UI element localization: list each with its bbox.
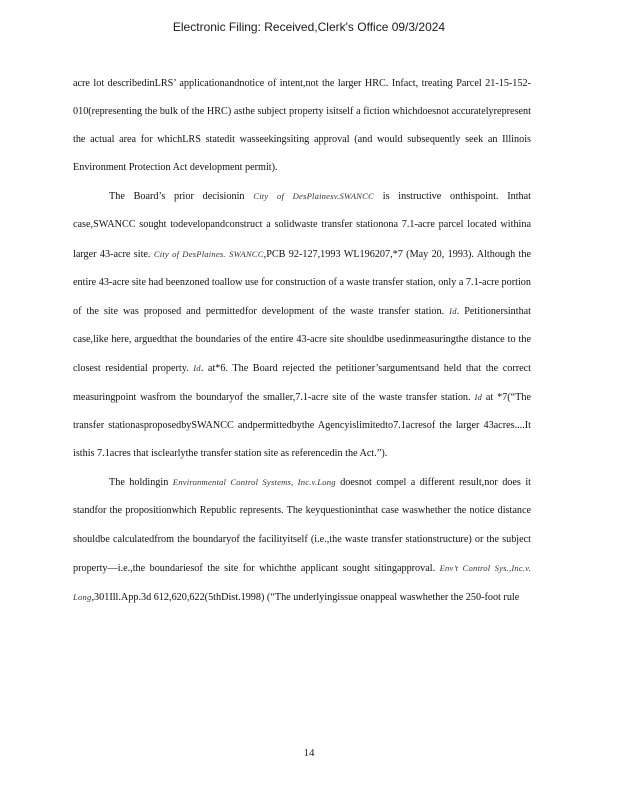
text-run: . at*6. The Board rejected the petitioner’sargumentsand held that the correct measuringpoint wasfrom the boundaryof the smaller,7.1-acre site of the waste transfer station. xyxy=(73,362,531,404)
case-citation: Id xyxy=(193,362,201,373)
text-run: ,301Ill.App.3d 612,620,622(5thDist.1998) (“The underlyingissue onappeal waswhether the 250-foot rule xyxy=(91,591,520,603)
text-run: The holdingin xyxy=(109,477,169,489)
case-citation: Environmental Control Systems, Inc.v.Long xyxy=(172,477,336,488)
paragraph-1: acre lot describedinLRS’ applicationandnotice of intent,not the larger HRC. Infact, treating Parcel 21-15-152-010(representing the bulk of the HRC) asthe subject property isitself a fiction whichdoesnot accuratelyrepresent the actual area for whichLRS statedit wasseekingsiting approval (and would subsequently seek an Illinois Environment Protection Act development permit). xyxy=(73,78,531,174)
case-citation: Id xyxy=(449,305,457,316)
case-citation: Id xyxy=(474,392,482,403)
case-citation: SWANCC xyxy=(229,248,264,259)
electronic-filing-stamp: Electronic Filing: Received,Clerk's Office 09/3/2024 xyxy=(172,20,446,34)
text-run: is instructive onthispoint. Inthat case,SWANCC sought todevelopandconstruct a solidwaste transfer stationona 7.1-acre parcel located withina larger 43-acre site. xyxy=(73,191,531,260)
case-citation: Env’t Control Sys.,Inc.v. Long xyxy=(73,562,532,602)
page-number: 14 xyxy=(303,747,315,759)
text-run: The Board’s prior decisionin xyxy=(109,191,245,203)
paragraph-2 xyxy=(73,182,531,468)
paragraph-3 xyxy=(73,468,531,611)
case-citation: City of DesPlainesv.SWANCC xyxy=(253,191,374,202)
text-run: ,PCB 92-127,1993 WL196207,*7 (May 20, 1993). Although the entire 43-acre site had beenzoned toallow use for construction of a waste transfer station, only a 7.1-acre portion of the site was proposed and permittedfor development of the waste transfer station. xyxy=(73,248,531,317)
case-citation: City of DesPlaines. xyxy=(153,248,226,259)
text-run: . Petitionersinthat case,like here, arguedthat the boundaries of the entire 43-acre site shouldbe usedinmeasuringthe distance to the closest residential property. xyxy=(73,305,532,374)
text-run: at *7(“The transfer stationasproposedbySWANCC andpermittedbythe Agencyislimitedto7.1acresof the larger 43acres....It isthis 7.1acres that isclearlythe transfer station site as referencedin the Act.”). xyxy=(73,392,532,460)
document-body xyxy=(73,70,531,612)
text-run: doesnot compel a different result,nor does it standfor the propositionwhich Republic represents. The keyquestioninthat case waswhether the notice distance shouldbe calculatedfrom the boundaryof the facilityitself (i.e.,the waste transfer stationstructure) or the subject property—i.e.,the boundariesof the site for whichthe applicant sought sitingapproval. xyxy=(73,477,531,574)
